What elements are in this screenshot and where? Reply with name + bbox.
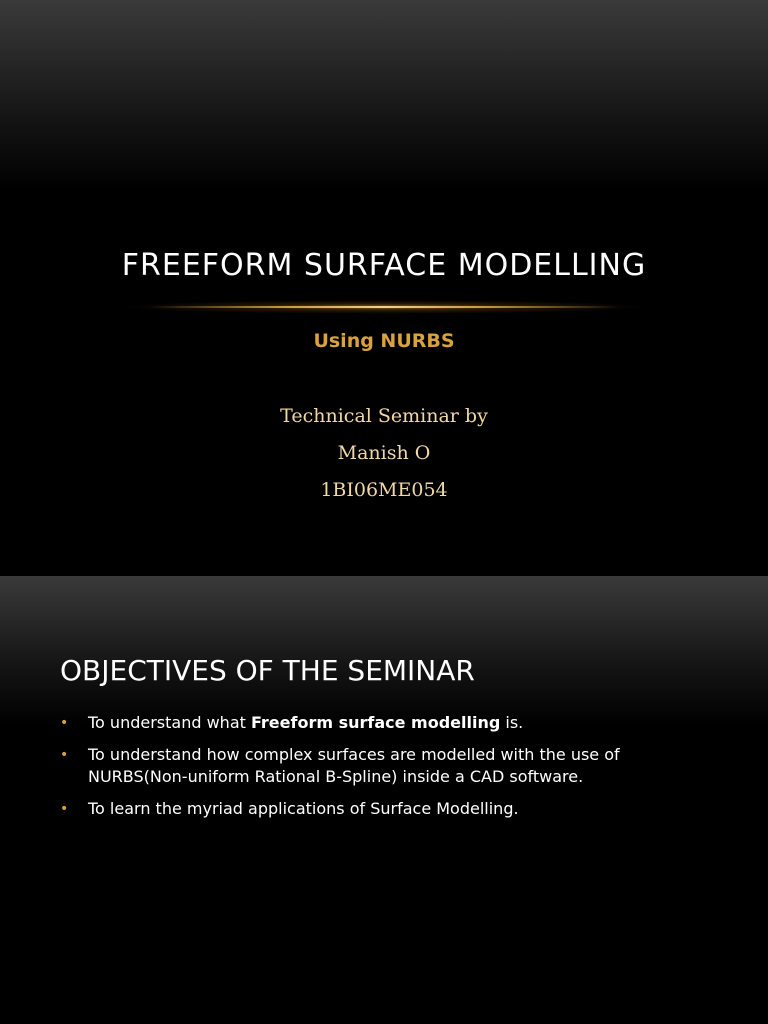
slide-title: OBJECTIVES OF THE SEMINAR bbox=[60, 654, 475, 687]
bullet-text-suffix: is. bbox=[500, 713, 524, 732]
presenter-id: 1BI06ME054 bbox=[320, 479, 448, 501]
list-item bbox=[60, 798, 710, 820]
bullet-text-emphasis: Freeform surface modelling bbox=[250, 713, 501, 732]
slide-subtitle: Using NURBS bbox=[313, 330, 455, 352]
presenter-name: Manish O bbox=[337, 442, 431, 464]
bullet-text: To understand how complex surfaces are modelled with the use of NURBS(Non-uniform Rational B-Spline) inside a CAD software. bbox=[88, 745, 620, 786]
bullet-icon: • bbox=[60, 747, 69, 763]
title-divider-line bbox=[150, 306, 618, 308]
list-item bbox=[60, 712, 710, 734]
bullet-text-prefix: To understand what bbox=[88, 713, 251, 732]
objectives-list bbox=[60, 712, 710, 830]
list-item bbox=[60, 744, 710, 788]
presenter-label: Technical Seminar by bbox=[280, 405, 488, 427]
slide-title: FREEFORM SURFACE MODELLING bbox=[121, 248, 647, 283]
bullet-text: To learn the myriad applications of Surface Modelling. bbox=[88, 799, 519, 818]
bullet-icon: • bbox=[60, 801, 69, 817]
bullet-icon: • bbox=[60, 715, 69, 731]
objectives-slide bbox=[0, 576, 768, 1024]
